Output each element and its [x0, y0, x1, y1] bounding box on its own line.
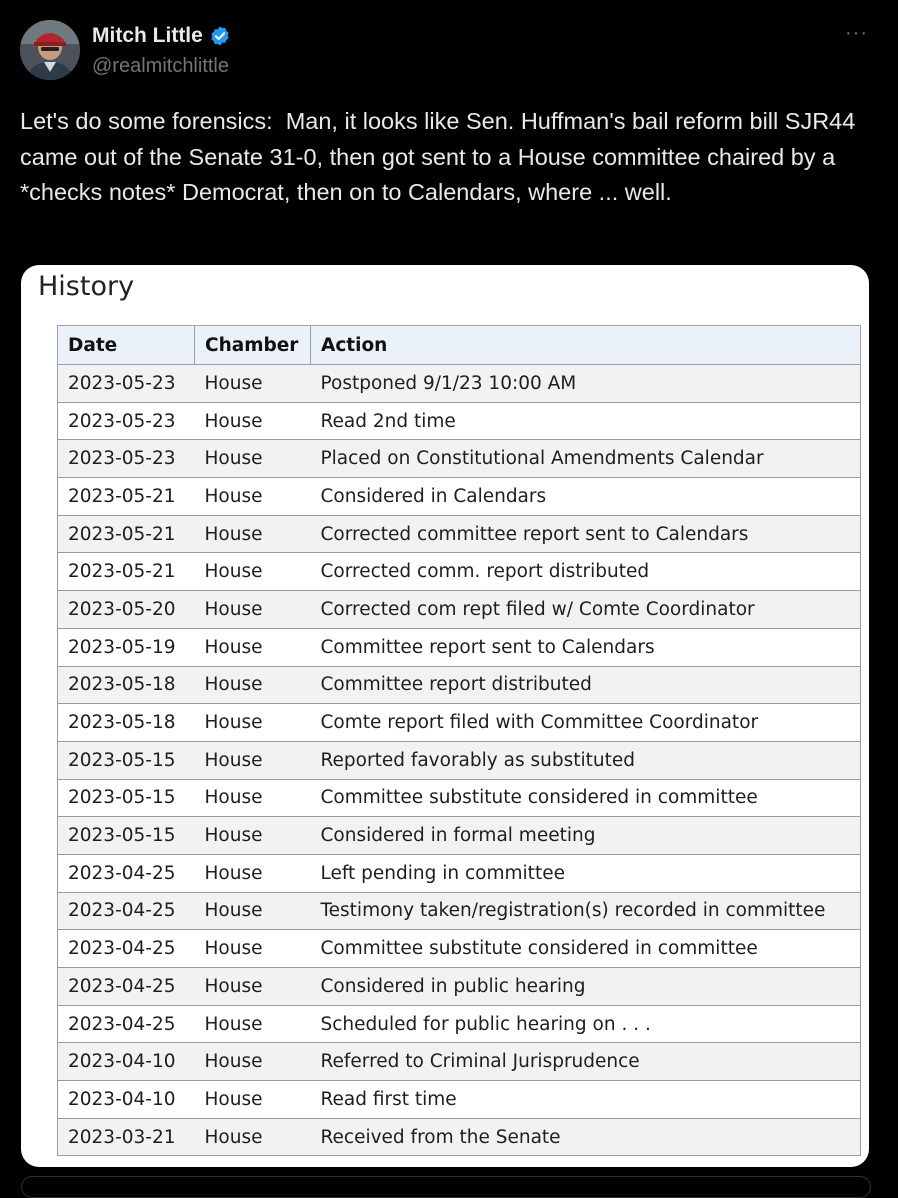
cell-chamber: House	[195, 440, 311, 478]
cell-chamber: House	[195, 478, 311, 516]
avatar-photo-icon	[20, 20, 80, 80]
table-row	[58, 591, 861, 629]
cell-action: Received from the Senate	[311, 1118, 861, 1156]
post-header	[20, 20, 878, 80]
cell-action: Read first time	[311, 1081, 861, 1119]
cell-action: Corrected comm. report distributed	[311, 553, 861, 591]
table-row	[58, 1043, 861, 1081]
cell-chamber: House	[195, 402, 311, 440]
table-row	[58, 854, 861, 892]
post-text: Let's do some forensics: Man, it looks like Sen. Huffman's bail reform bill SJR44 came out of the Senate 31-0, then got sent to a House committee chaired by a *checks notes* Democrat, then on to Calendars, where ... well.	[20, 108, 862, 205]
cell-chamber: House	[195, 930, 311, 968]
cell-chamber: House	[195, 553, 311, 591]
table-row	[58, 553, 861, 591]
more-options-icon[interactable]: ···	[845, 22, 868, 44]
cell-chamber: House	[195, 591, 311, 629]
next-card-edge	[21, 1176, 871, 1198]
table-row	[58, 1005, 861, 1043]
cell-chamber: House	[195, 1118, 311, 1156]
cell-date: 2023-05-19	[58, 628, 195, 666]
cell-date: 2023-04-25	[58, 1005, 195, 1043]
cell-date: 2023-05-23	[58, 402, 195, 440]
cell-chamber: House	[195, 892, 311, 930]
cell-action: Reported favorably as substituted	[311, 741, 861, 779]
cell-action: Corrected com rept filed w/ Comte Coordinator	[311, 591, 861, 629]
cell-date: 2023-04-10	[58, 1043, 195, 1081]
cell-chamber: House	[195, 854, 311, 892]
cell-chamber: House	[195, 1005, 311, 1043]
cell-chamber: House	[195, 968, 311, 1006]
cell-action: Testimony taken/registration(s) recorded in committee	[311, 892, 861, 930]
cell-chamber: House	[195, 666, 311, 704]
cell-date: 2023-05-15	[58, 741, 195, 779]
cell-action: Committee substitute considered in committee	[311, 930, 861, 968]
cell-action: Postponed 9/1/23 10:00 AM	[311, 365, 861, 403]
cell-chamber: House	[195, 365, 311, 403]
table-row	[58, 440, 861, 478]
cell-chamber: House	[195, 741, 311, 779]
cell-chamber: House	[195, 704, 311, 742]
cell-action: Committee substitute considered in committee	[311, 779, 861, 817]
cell-date: 2023-05-20	[58, 591, 195, 629]
cell-action: Placed on Constitutional Amendments Calendar	[311, 440, 861, 478]
avatar[interactable]	[20, 20, 80, 80]
cell-chamber: House	[195, 779, 311, 817]
author-display-name[interactable]: Mitch Little	[92, 24, 203, 47]
table-row	[58, 628, 861, 666]
author-name-row	[92, 24, 231, 48]
verified-badge-icon	[209, 25, 231, 47]
table-row	[58, 478, 861, 516]
cell-action: Scheduled for public hearing on . . .	[311, 1005, 861, 1043]
cell-chamber: House	[195, 817, 311, 855]
cell-date: 2023-03-21	[58, 1118, 195, 1156]
table-row	[58, 402, 861, 440]
cell-action: Committee report distributed	[311, 666, 861, 704]
cell-action: Considered in public hearing	[311, 968, 861, 1006]
table-row	[58, 704, 861, 742]
cell-date: 2023-04-10	[58, 1081, 195, 1119]
cell-action: Considered in formal meeting	[311, 817, 861, 855]
cell-action: Considered in Calendars	[311, 478, 861, 516]
cell-date: 2023-05-21	[58, 553, 195, 591]
cell-date: 2023-05-18	[58, 704, 195, 742]
cell-chamber: House	[195, 1043, 311, 1081]
table-row	[58, 1081, 861, 1119]
column-header-action: Action	[311, 326, 861, 365]
cell-date: 2023-04-25	[58, 968, 195, 1006]
cell-chamber: House	[195, 515, 311, 553]
column-header-chamber: Chamber	[195, 326, 311, 365]
cell-date: 2023-05-23	[58, 440, 195, 478]
history-title: History	[38, 271, 135, 302]
table-row	[58, 930, 861, 968]
cell-chamber: House	[195, 1081, 311, 1119]
table-row	[58, 817, 861, 855]
post-media-image[interactable]	[21, 265, 869, 1167]
column-header-date: Date	[58, 326, 195, 365]
table-row	[58, 1118, 861, 1156]
table-row	[58, 515, 861, 553]
cell-action: Referred to Criminal Jurisprudence	[311, 1043, 861, 1081]
history-table-body	[58, 365, 861, 1156]
cell-action: Corrected committee report sent to Calendars	[311, 515, 861, 553]
table-row	[58, 741, 861, 779]
cell-action: Committee report sent to Calendars	[311, 628, 861, 666]
cell-chamber: House	[195, 628, 311, 666]
cell-date: 2023-05-18	[58, 666, 195, 704]
cell-date: 2023-05-23	[58, 365, 195, 403]
table-row	[58, 779, 861, 817]
author-handle[interactable]: @realmitchlittle	[92, 55, 230, 77]
cell-date: 2023-04-25	[58, 892, 195, 930]
cell-date: 2023-05-15	[58, 817, 195, 855]
cell-action: Comte report filed with Committee Coordinator	[311, 704, 861, 742]
history-table	[57, 325, 861, 1156]
cell-date: 2023-05-15	[58, 779, 195, 817]
cell-date: 2023-04-25	[58, 930, 195, 968]
cell-date: 2023-05-21	[58, 515, 195, 553]
cell-action: Read 2nd time	[311, 402, 861, 440]
table-row	[58, 666, 861, 704]
cell-date: 2023-04-25	[58, 854, 195, 892]
cell-action: Left pending in committee	[311, 854, 861, 892]
table-row	[58, 892, 861, 930]
table-row	[58, 365, 861, 403]
cell-date: 2023-05-21	[58, 478, 195, 516]
table-row	[58, 968, 861, 1006]
history-table-header-row	[58, 326, 861, 365]
